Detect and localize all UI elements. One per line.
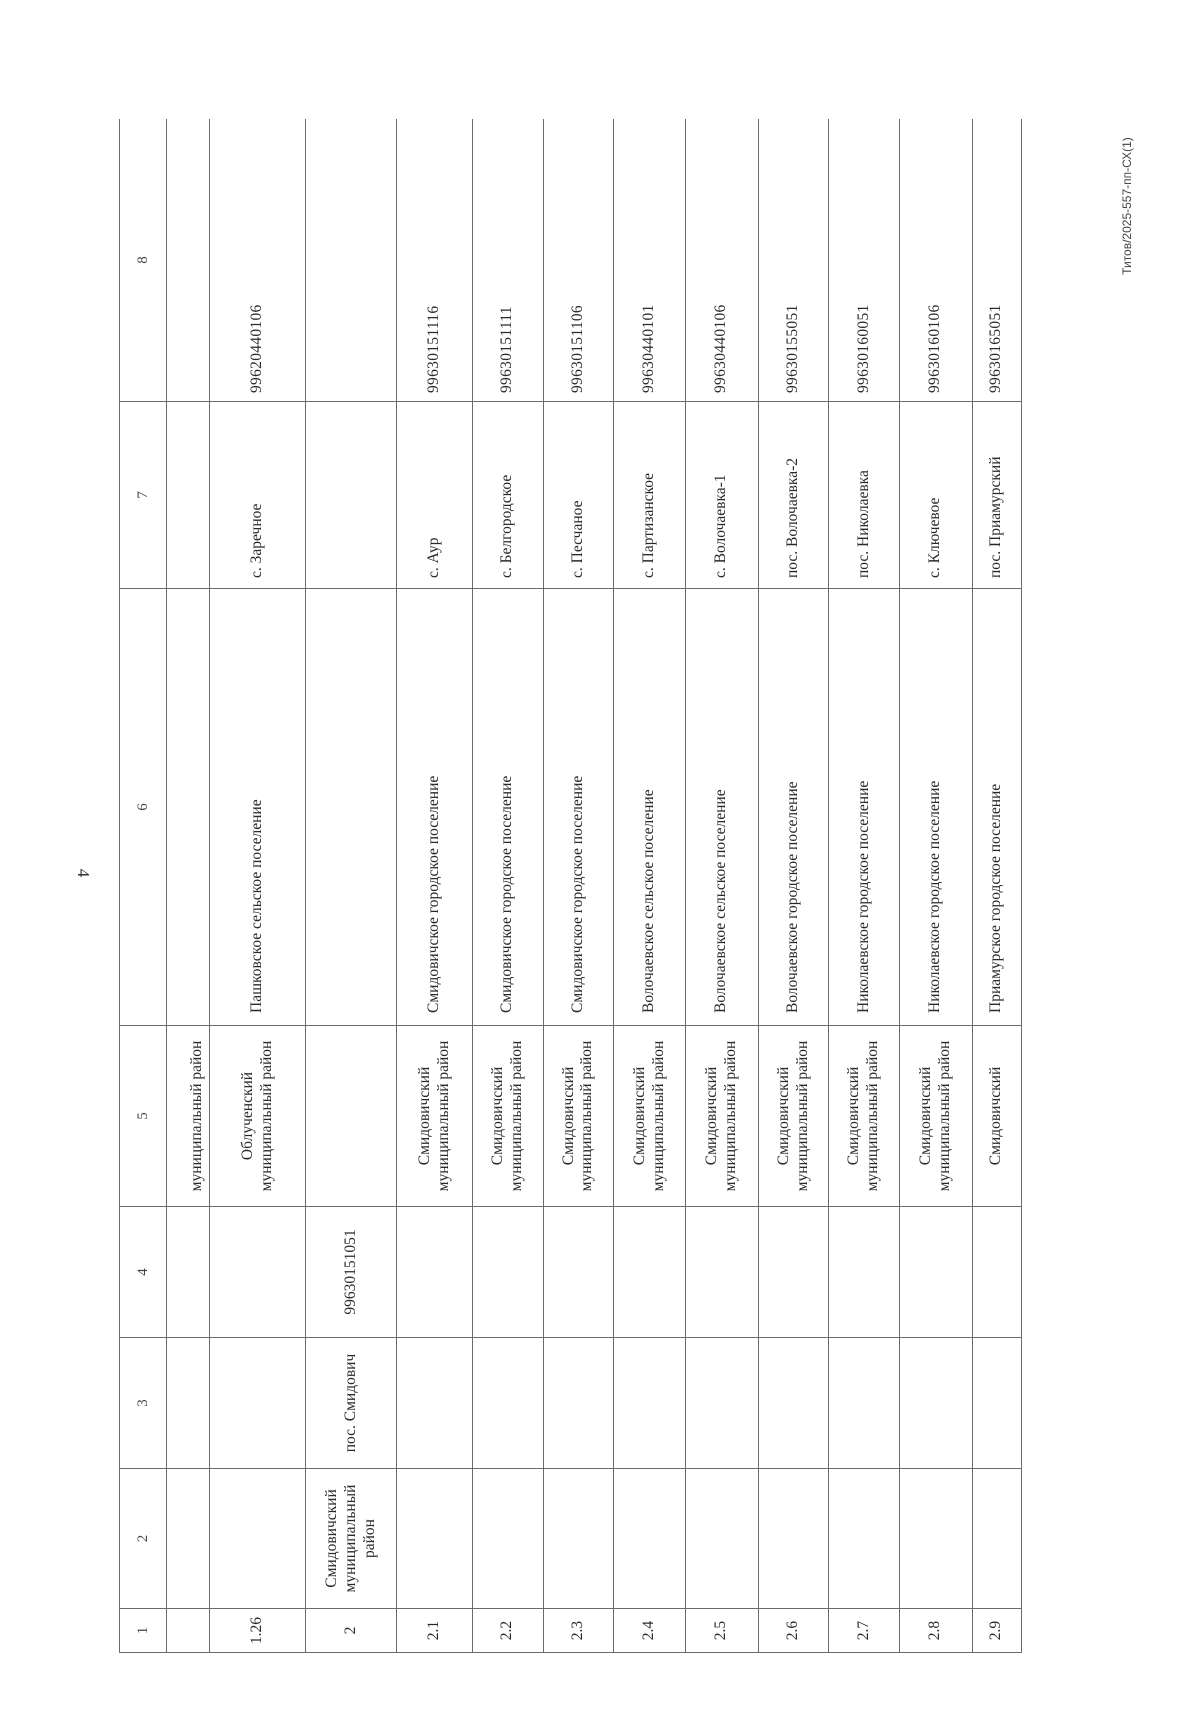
cell-col-6: Николаевское городское поселение — [829, 589, 900, 1026]
cell-col-2 — [397, 1469, 473, 1609]
cell-col-5: Смидовичский муниципальный район — [899, 1026, 972, 1207]
cell-col-2 — [543, 1469, 614, 1609]
cell-col-4 — [543, 1207, 614, 1338]
table-row — [899, 119, 972, 1653]
header-cell-6: 6 — [120, 589, 167, 1026]
cell-col-5: Смидовичский муниципальный район — [829, 1026, 900, 1207]
cell-col-7: с. Белгородское — [473, 402, 544, 589]
table-row — [209, 119, 305, 1653]
cell-col-1: 2 — [306, 1609, 397, 1653]
cell-col-4 — [209, 1207, 305, 1338]
cell-col-3: пос. Смидович — [306, 1338, 397, 1469]
cell-col-2 — [614, 1469, 686, 1609]
cell-col-6: Пашковское сельское поселение — [209, 589, 305, 1026]
cell-col-4 — [972, 1207, 1021, 1338]
cell-col-8: 99630151116 — [397, 119, 473, 402]
cell-col-8 — [306, 119, 397, 402]
header-cell-7: 7 — [120, 402, 167, 589]
table-row — [397, 119, 473, 1653]
cell-col-3 — [167, 1338, 210, 1469]
table-row — [829, 119, 900, 1653]
cell-col-1: 2.6 — [758, 1609, 829, 1653]
cell-col-3 — [972, 1338, 1021, 1469]
cell-col-3 — [758, 1338, 829, 1469]
table-row — [614, 119, 686, 1653]
cell-col-3 — [209, 1338, 305, 1469]
header-cell-1: 1 — [120, 1609, 167, 1653]
cell-col-3 — [829, 1338, 900, 1469]
cell-col-6: Волочаевское сельское поселение — [685, 589, 758, 1026]
cell-col-5: Смидовичский — [972, 1026, 1021, 1207]
cell-col-6: Приамурское городское поселение — [972, 589, 1021, 1026]
document-code-text: Титов/2025-557-пп-СХ(1) — [1120, 137, 1134, 275]
cell-col-1: 1.26 — [209, 1609, 305, 1653]
cell-col-1: 2.8 — [899, 1609, 972, 1653]
cell-col-7: с. Партизанское — [614, 402, 686, 589]
cell-col-3 — [473, 1338, 544, 1469]
cell-col-7 — [167, 402, 210, 589]
cell-col-7: пос. Николаевка — [829, 402, 900, 589]
rotated-table — [119, 119, 1022, 1653]
cell-col-6: Смидовичское городское поселение — [543, 589, 614, 1026]
cell-col-3 — [685, 1338, 758, 1469]
header-cell-8: 8 — [120, 119, 167, 402]
cell-col-4: 99630151051 — [306, 1207, 397, 1338]
cell-col-1: 2.1 — [397, 1609, 473, 1653]
cell-col-1: 2.7 — [829, 1609, 900, 1653]
cell-col-5: Смидовичский муниципальный район — [543, 1026, 614, 1207]
cell-col-2 — [758, 1469, 829, 1609]
cell-col-4 — [614, 1207, 686, 1338]
cell-col-6: Волочаевское городское поселение — [758, 589, 829, 1026]
cell-col-8: 99630160106 — [899, 119, 972, 402]
cell-col-1: 2.9 — [972, 1609, 1021, 1653]
cell-col-2 — [685, 1469, 758, 1609]
cell-col-5: Облученский муниципальный район — [209, 1026, 305, 1207]
cell-col-8: 99630151106 — [543, 119, 614, 402]
cell-col-6: Смидовичское городское поселение — [397, 589, 473, 1026]
table-row — [758, 119, 829, 1653]
table-row — [473, 119, 544, 1653]
cell-col-3 — [614, 1338, 686, 1469]
cell-col-8 — [167, 119, 210, 402]
cell-col-2 — [473, 1469, 544, 1609]
cell-col-5: Смидовичский муниципальный район — [614, 1026, 686, 1207]
cell-col-2 — [972, 1469, 1021, 1609]
table-row — [685, 119, 758, 1653]
cell-col-5: Смидовичский муниципальный район — [685, 1026, 758, 1207]
cell-col-6 — [167, 589, 210, 1026]
cell-col-1: 2.5 — [685, 1609, 758, 1653]
cell-col-4 — [167, 1207, 210, 1338]
cell-col-6 — [306, 589, 397, 1026]
cell-col-3 — [899, 1338, 972, 1469]
table-row — [972, 119, 1021, 1653]
table-row — [543, 119, 614, 1653]
cell-col-5 — [306, 1026, 397, 1207]
cell-col-1: 2.3 — [543, 1609, 614, 1653]
cell-col-7 — [306, 402, 397, 589]
header-row — [120, 119, 167, 1653]
cell-col-5: Смидовичский муниципальный район — [758, 1026, 829, 1207]
cell-col-7: с. Заречное — [209, 402, 305, 589]
cell-col-8: 99630160051 — [829, 119, 900, 402]
cell-col-7: с. Ключевое — [899, 402, 972, 589]
cell-col-6: Николаевское городское поселение — [899, 589, 972, 1026]
cell-col-1 — [167, 1609, 210, 1653]
document-code — [1116, 86, 1138, 326]
cell-col-8: 99630165051 — [972, 119, 1021, 402]
cell-col-2 — [167, 1469, 210, 1609]
cell-col-4 — [829, 1207, 900, 1338]
cell-col-4 — [685, 1207, 758, 1338]
cell-col-2 — [209, 1469, 305, 1609]
cell-col-5: Смидовичский муниципальный район — [473, 1026, 544, 1207]
header-cell-2: 2 — [120, 1469, 167, 1609]
cell-col-8: 99630440106 — [685, 119, 758, 402]
cell-col-3 — [543, 1338, 614, 1469]
settlements-table — [119, 119, 1022, 1653]
cell-col-2 — [829, 1469, 900, 1609]
cell-col-2 — [899, 1469, 972, 1609]
cell-col-6: Смидовичское городское поселение — [473, 589, 544, 1026]
header-cell-3: 3 — [120, 1338, 167, 1469]
cell-col-7: с. Песчаное — [543, 402, 614, 589]
cell-col-8: 99620440106 — [209, 119, 305, 402]
cell-col-4 — [473, 1207, 544, 1338]
cell-col-1: 2.4 — [614, 1609, 686, 1653]
document-table-frame — [119, 119, 1022, 1653]
cell-col-7: пос. Волочаевка-2 — [758, 402, 829, 589]
page-number: 4 — [74, 868, 93, 878]
cell-col-6: Волочаевское сельское поселение — [614, 589, 686, 1026]
cell-col-4 — [758, 1207, 829, 1338]
cell-col-4 — [899, 1207, 972, 1338]
cell-col-8: 99630151111 — [473, 119, 544, 402]
table-row — [306, 119, 397, 1653]
header-cell-5: 5 — [120, 1026, 167, 1207]
cell-col-3 — [397, 1338, 473, 1469]
cell-col-7: пос. Приамурский — [972, 402, 1021, 589]
cell-col-8: 99630440101 — [614, 119, 686, 402]
table-row — [167, 119, 210, 1653]
cell-col-5: муниципальный район — [167, 1026, 210, 1207]
cell-col-8: 99630155051 — [758, 119, 829, 402]
header-cell-4: 4 — [120, 1207, 167, 1338]
cell-col-2: Смидовичский муниципальный район — [306, 1469, 397, 1609]
cell-col-7: с. Волочаевка-1 — [685, 402, 758, 589]
cell-col-7: с. Аур — [397, 402, 473, 589]
cell-col-4 — [397, 1207, 473, 1338]
cell-col-5: Смидовичский муниципальный район — [397, 1026, 473, 1207]
cell-col-1: 2.2 — [473, 1609, 544, 1653]
